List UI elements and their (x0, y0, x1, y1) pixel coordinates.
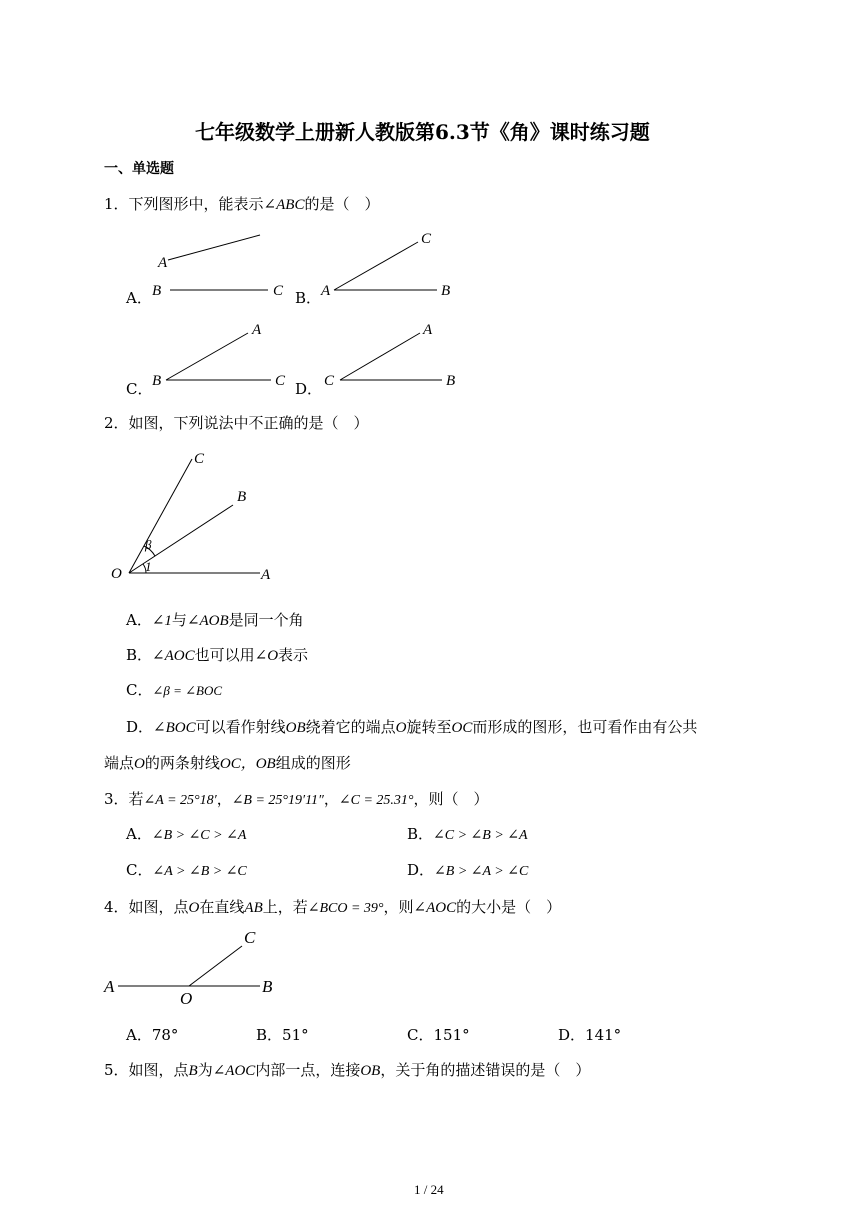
q1-option-b-label: B． (295, 289, 322, 307)
q2-c-label: C． (126, 681, 153, 699)
q1-fig-a-label-a: A (158, 255, 168, 271)
q1-text-end: 的是（ ） (304, 195, 380, 213)
q2-d-text3: 旋转至 (406, 718, 452, 736)
question-5-stem (104, 1059, 590, 1080)
q2-b-text1: 也可以用 (194, 646, 255, 664)
q2-d-line2-text3: 组成的图形 (275, 754, 351, 772)
section-heading: 一、单选题 (104, 161, 174, 177)
q2-fig-label-o: O (111, 566, 122, 582)
q2-b-text2: 表示 (278, 646, 309, 664)
q2-option-d-line1 (126, 716, 697, 737)
q3-a-label: A． (126, 825, 152, 843)
q2-d-text2: 绕着它的端点 (305, 718, 396, 736)
q5-text3: ，关于角的描述错误的是（ ） (380, 1061, 591, 1079)
q4-math4: ∠AOC (413, 900, 457, 916)
q5-text2: 内部一点，连接 (255, 1061, 361, 1079)
q3-text-pre: 3．若 (104, 790, 144, 808)
q3-b-math: ∠C > ∠B > ∠A (433, 828, 528, 843)
q3-a-math: ∠B > ∠C > ∠A (151, 828, 247, 843)
question-4-stem (104, 896, 561, 917)
q2-d-math3: O (395, 720, 407, 736)
q4-text-pre: 4．如图，点 (104, 898, 189, 916)
q1-fig-a-label-c: C (273, 283, 284, 299)
q4-d-value: 141° (585, 1026, 622, 1044)
q1-fig-c-label-c: C (275, 373, 286, 389)
q4-c-value: 151° (433, 1026, 470, 1044)
q1-figure-c (152, 322, 286, 389)
q2-d-math2: OB (285, 720, 306, 736)
question-3-stem (104, 788, 489, 809)
q4-fig-label-a: A (104, 977, 115, 996)
q2-fig-label-b: B (237, 489, 247, 505)
q4-figure (100, 925, 290, 1010)
q1-option-c-label: C． (126, 380, 153, 398)
q4-fig-label-c: C (244, 928, 256, 947)
q3-b-label: B． (407, 825, 434, 843)
q4-text2: 上，若 (262, 898, 308, 916)
q1-figures (140, 225, 470, 395)
q4-fig-label-o: O (180, 989, 193, 1008)
q2-a-text2: 是同一个角 (228, 611, 304, 629)
q1-fig-d-label-b: B (446, 373, 456, 389)
q2-a-label: A． (126, 611, 152, 629)
q4-fig-label-b: B (262, 977, 273, 996)
q2-option-c (126, 679, 222, 700)
q2-d-math4: OC (451, 720, 473, 736)
q1-option-d-label: D． (295, 380, 323, 398)
q3-sep2: ， (323, 790, 339, 808)
q3-math2: ∠B = 25°19′11″ (231, 793, 324, 808)
q2-option-d-line2 (104, 752, 351, 773)
q3-option-c (126, 859, 247, 880)
q2-a-math1: ∠1 (151, 613, 172, 629)
q1-figure-a (152, 235, 284, 299)
q4-b-value: 51° (282, 1026, 309, 1044)
q2-option-a (126, 609, 304, 630)
q3-sep1: ， (216, 790, 232, 808)
q1-fig-a-label-b: B (152, 283, 162, 299)
q3-option-d (407, 859, 528, 880)
q5-text1: 为 (197, 1061, 213, 1079)
q4-d-label: D． (558, 1026, 586, 1044)
q3-d-math: ∠B > ∠A > ∠C (434, 864, 529, 879)
q4-option-a (126, 1024, 178, 1045)
q5-math2: ∠AOC (212, 1063, 256, 1079)
q4-c-label: C． (407, 1026, 434, 1044)
q3-math1: ∠A = 25°18′ (143, 793, 217, 808)
q2-d-math1: ∠BOC (153, 720, 196, 736)
q2-d-label: D． (126, 718, 154, 736)
q4-option-d (558, 1024, 621, 1045)
q3-math3: ∠C = 25.31° (338, 793, 414, 808)
q2-b-math1: ∠AOC (152, 648, 195, 664)
q3-c-math: ∠A > ∠B > ∠C (152, 864, 247, 879)
page-title: 七年级数学上册新人教版第6.3节《角》课时练习题 (195, 120, 650, 144)
q2-fig-label-a: A (261, 567, 271, 583)
q5-math3: OB (360, 1063, 381, 1079)
q4-option-c (407, 1024, 470, 1045)
q5-text-pre: 5．如图，点 (104, 1061, 189, 1079)
q2-fig-label-beta: β (145, 537, 152, 552)
q2-c-math1: ∠β = ∠BOC (152, 683, 223, 698)
q2-d-line2-math2: OC，OB (219, 756, 276, 772)
q2-d-text1: 可以看作射线 (195, 718, 286, 736)
q4-option-b (256, 1024, 309, 1045)
question-1-stem (104, 193, 379, 214)
q2-figure (105, 445, 290, 585)
q2-a-text1: 与 (171, 611, 187, 629)
question-2-stem: 2．如图，下列说法中不正确的是（ ） (104, 414, 369, 432)
q4-math3: ∠BCO = 39° (307, 901, 384, 916)
q2-a-math2: ∠AOB (186, 613, 229, 629)
q1-figure-b (320, 231, 450, 299)
q2-d-line2-math1: O (134, 756, 145, 772)
q4-b-label: B． (256, 1026, 283, 1044)
q3-c-label: C． (126, 861, 153, 879)
q4-text1: 在直线 (199, 898, 245, 916)
q5-math1: B (188, 1063, 198, 1079)
q2-b-label: B． (126, 646, 153, 664)
q2-d-line2-text1: 端点 (104, 754, 135, 772)
q1-fig-c-label-a: A (252, 322, 262, 338)
q4-math1: O (188, 900, 200, 916)
q4-math2: AB (244, 900, 263, 916)
q3-option-a (126, 823, 246, 844)
q1-angle: ∠ABC (263, 197, 305, 213)
q2-option-b (126, 644, 308, 665)
q1-figure-d (324, 322, 455, 389)
q2-fig-label-1: 1 (145, 559, 152, 574)
q1-fig-d-label-c: C (324, 373, 335, 389)
q3-option-b (407, 823, 528, 844)
q4-text4: 的大小是（ ） (456, 898, 562, 916)
q3-d-label: D． (407, 861, 435, 879)
q2-d-text4: 而形成的图形，也可看作由有公共 (472, 718, 698, 736)
q1-fig-d-label-a: A (423, 322, 433, 338)
q3-text-post: ，则（ ） (413, 790, 489, 808)
page-number: 1 / 24 (414, 1182, 444, 1197)
q1-text: 1．下列图形中，能表示 (104, 195, 264, 213)
q2-b-math2: ∠O (254, 648, 279, 664)
q4-text3: ，则 (383, 898, 414, 916)
q1-fig-c-label-b: B (152, 373, 162, 389)
q1-option-a-label: A． (126, 289, 152, 307)
q1-fig-b-label-a: A (321, 283, 331, 299)
q1-fig-b-label-c: C (421, 231, 432, 247)
q1-fig-b-label-b: B (441, 283, 451, 299)
q4-a-label: A． (126, 1026, 152, 1044)
q4-a-value: 78° (151, 1026, 179, 1044)
q2-fig-label-c: C (194, 451, 205, 467)
q2-d-line2-text2: 的两条射线 (144, 754, 220, 772)
